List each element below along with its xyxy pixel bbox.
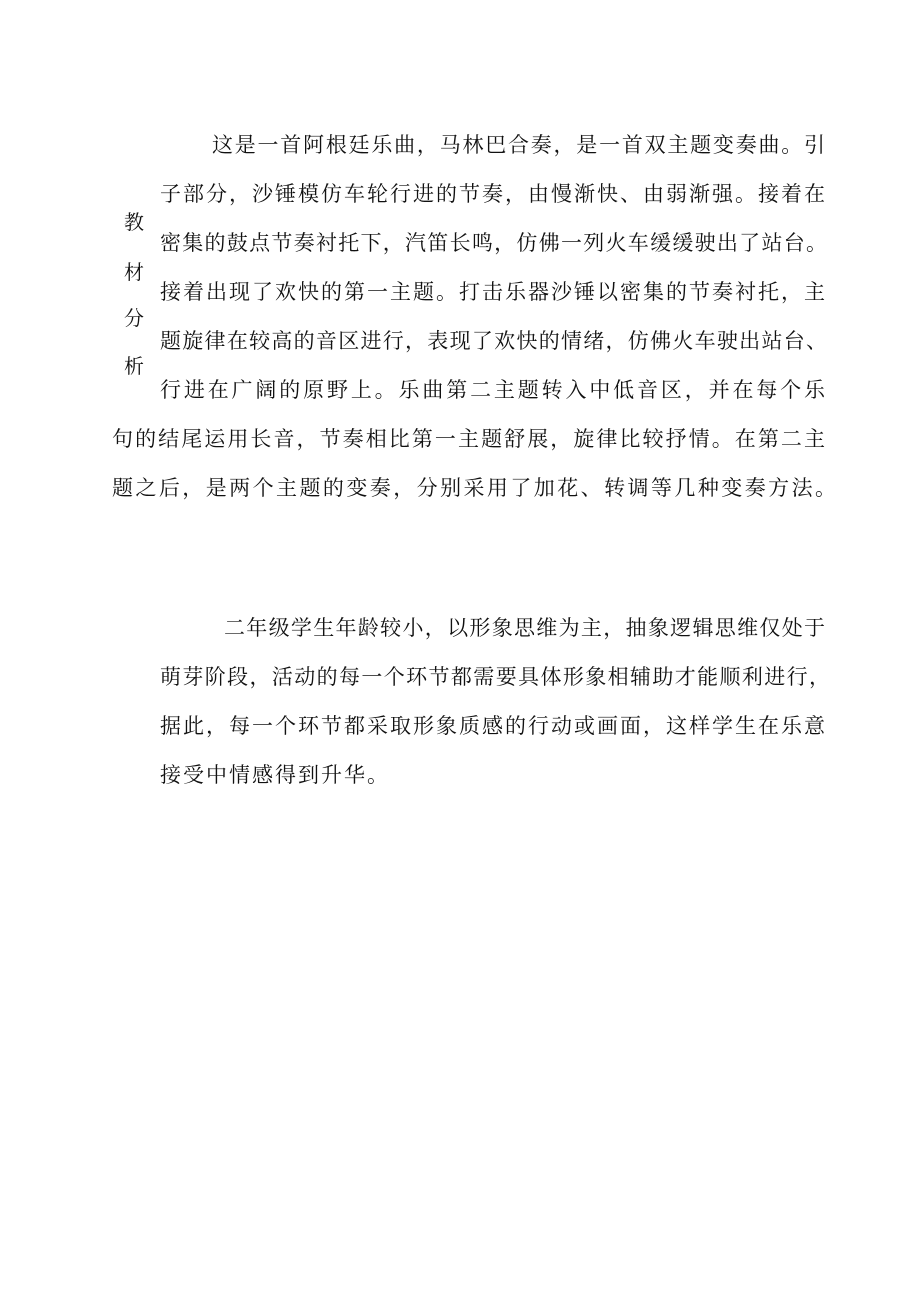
paragraph-line: 接着出现了欢快的第一主题。打击乐器沙锤以密集的节奏衬托，主 xyxy=(160,280,825,304)
paragraph-line: 密集的鼓点节奏衬托下，汽笛长鸣，仿佛一列火车缓缓驶出了站台。 xyxy=(160,231,827,255)
paragraph-line: 题旋律在较高的音区进行，表现了欢快的情绪，仿佛火车驶出站台、 xyxy=(160,329,827,353)
paragraph-line: 句的结尾运用长音，节奏相比第一主题舒展，旋律比较抒情。在第二主 xyxy=(112,427,825,451)
paragraph-line: 这是一首阿根廷乐曲，马林巴合奏，是一首双主题变奏曲。引 xyxy=(212,133,825,157)
paragraph-line: 接受中情感得到升华。 xyxy=(160,763,390,787)
paragraph-line: 行进在广阔的原野上。乐曲第二主题转入中低音区，并在每个乐 xyxy=(160,378,825,402)
section-label-char: 材 xyxy=(124,260,144,284)
section-label-char: 教 xyxy=(124,210,144,234)
paragraph-line: 据此，每一个环节都采取形象质感的行动或画面，这样学生在乐意 xyxy=(160,714,825,738)
section-label-char: 析 xyxy=(124,354,144,378)
paragraph-line: 题之后，是两个主题的变奏，分别采用了加花、转调等几种变奏方法。 xyxy=(112,476,836,500)
paragraph-line: 子部分，沙锤模仿车轮行进的节奏，由慢渐快、由弱渐强。接着在 xyxy=(160,182,825,206)
section-label-char: 分 xyxy=(124,306,144,330)
paragraph-line: 二年级学生年龄较小，以形象思维为主，抽象逻辑思维仅处于 xyxy=(224,616,825,640)
paragraph-line: 萌芽阶段，活动的每一个环节都需要具体形象相辅助才能顺利进行， xyxy=(160,665,830,689)
